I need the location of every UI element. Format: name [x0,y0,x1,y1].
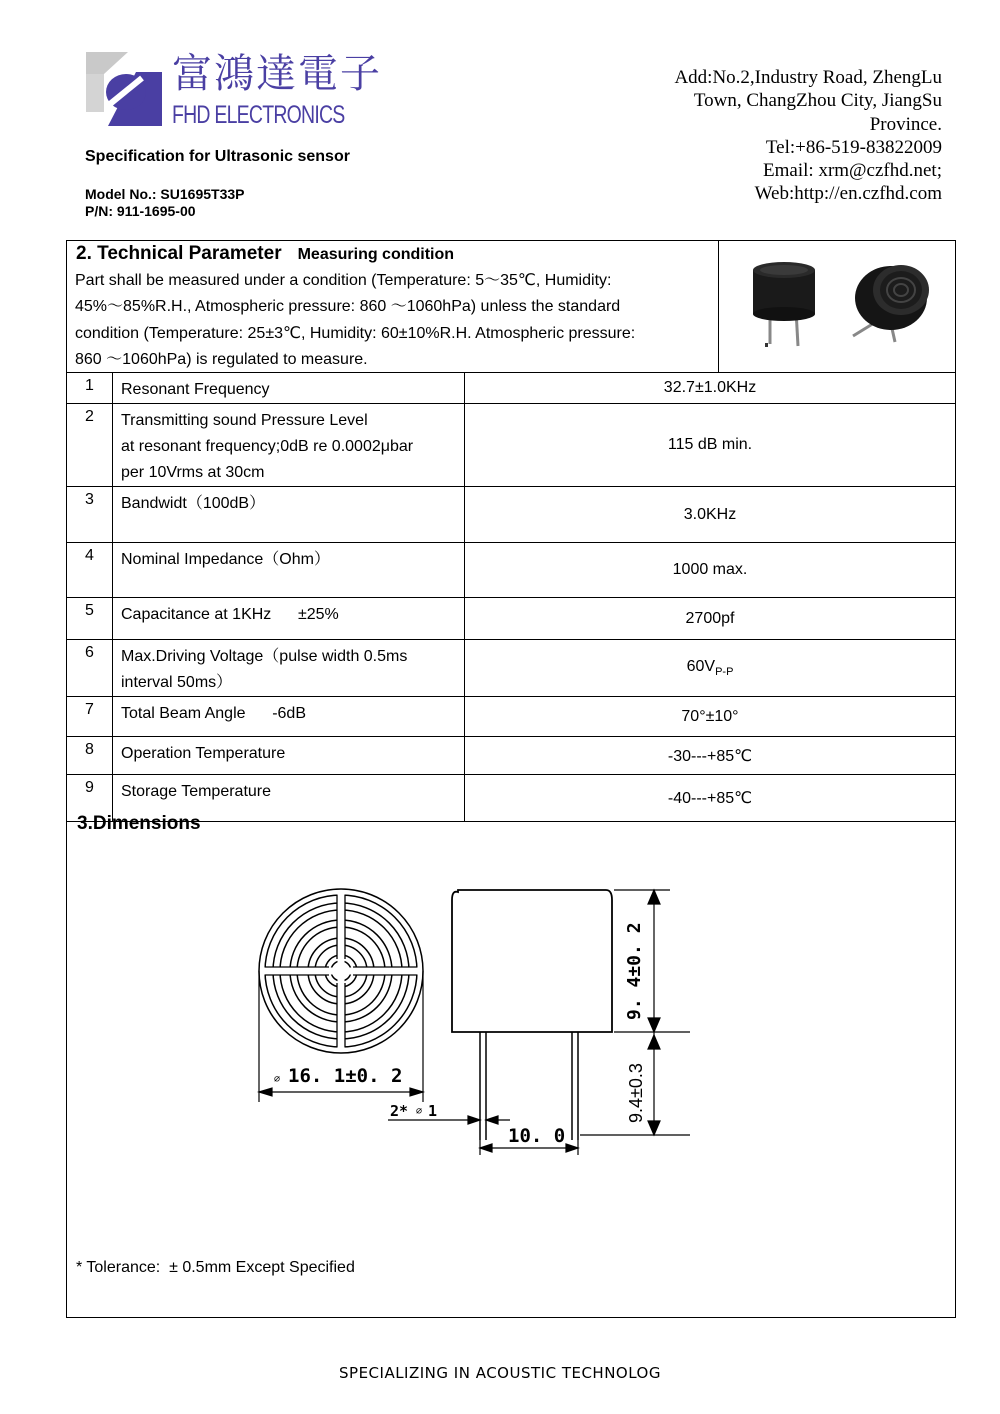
phone: Tel:+86-519-83822009 [765,136,942,158]
param-name: Operation Temperature [113,737,465,775]
pin-diameter-symbol-icon: ⌀ [416,1106,423,1117]
param-name: Bandwidt（100dB） [113,487,465,543]
parameter-table [66,372,956,822]
param-value: 2700pf [465,598,956,640]
param-value: 3.0KHz [465,487,956,543]
param-value: -30---+85℃ [465,737,956,775]
section2-heading [76,243,454,265]
value-subscript: P-P [715,666,734,679]
param-name: Storage Temperature [113,775,465,822]
row-number: 4 [67,543,113,598]
tolerance-note: * Tolerance: ± 0.5mm Except Specified [76,1259,355,1276]
dim-pitch: 10. 0 [508,1125,566,1147]
table-row [67,737,956,775]
section2-title: 2. Technical Parameter [76,243,282,264]
row-number: 8 [67,737,113,775]
company-name-chinese: 富鴻達電子 [172,51,382,97]
condition-line: Part shall be measured under a condition (Temperature: 5～35℃, Humidity: [75,272,612,289]
model-info [85,186,245,220]
table-row [67,487,956,543]
dim-pin-count: 2* [390,1102,409,1120]
param-name: Transmitting sound Pressure Level at resonant frequency;0dB re 0.0002μbar per 10Vrms at 30cm [113,404,465,487]
row-number: 3 [67,487,113,543]
address-line: Add:No.2,Industry Road, ZhengLu [674,67,942,88]
diameter-symbol-icon: ⌀ [274,1074,281,1085]
measuring-condition-text [75,268,715,374]
row-number: 6 [67,640,113,697]
company-logo-mark [84,52,166,130]
condition-line: 860 ～1060hPa) is regulated to measure. [75,351,368,369]
address-line: Province. [869,113,942,135]
address-line: Town, ChangZhou City, JiangSu [693,90,942,112]
table-row [67,598,956,640]
table-row [67,373,956,404]
dim-pin-diameter: 1 [428,1102,438,1120]
part-number: P/N: 911-1695-00 [85,203,196,219]
row-number: 5 [67,598,113,640]
table-row [67,697,956,737]
table-row [67,543,956,598]
param-value: 32.7±1.0KHz [465,373,956,404]
company-address [674,66,942,206]
website: Web:http://en.czfhd.com [754,183,942,205]
dim-height: 9. 4±0. 2 [624,922,645,1020]
email: Email: xrm@czfhd.net; [763,160,942,182]
dim-pin-length: 9.4±0.3 [626,1063,646,1123]
sensor-product-photo [719,240,955,372]
param-value: 115 dB min. [465,404,956,487]
condition-line: condition (Temperature: 25±3℃, Humidity: 60±10%R.H. Atmospheric pressure: [75,324,636,342]
param-value: -40---+85℃ [465,775,956,822]
section3-title: 3.Dimensions [77,813,201,834]
measuring-condition-label: Measuring condition [297,246,455,263]
row-number: 9 [67,775,113,822]
row-number: 1 [67,373,113,404]
table-row [67,404,956,487]
param-name: Max.Driving Voltage（pulse width 0.5ms interval 50ms） [113,640,465,697]
model-number: Model No.: SU1695T33P [85,186,245,202]
spec-title: Specification for Ultrasonic sensor [85,148,350,165]
param-value: $60V_{P-P}$ [465,640,956,697]
product-photo-cell [718,240,956,373]
param-value: 70°±10° [465,697,956,737]
row-number: 2 [67,404,113,487]
dimensions-drawing [240,870,710,1170]
row-number: 7 [67,697,113,737]
param-name: Nominal Impedance（Ohm） [113,543,465,598]
company-name-english: FHD ELECTRONICS [172,101,345,129]
param-name: Total Beam Angle -6dB [113,697,465,737]
param-value: 1000 max. [465,543,956,598]
dim-diameter: 16. 1±0. 2 [288,1065,403,1087]
param-name: Capacitance at 1KHz ±25% [113,598,465,640]
param-name: Resonant Frequency [113,373,465,404]
footer-slogan: SPECIALIZING IN ACOUSTIC TECHNOLOG [339,1364,661,1382]
condition-line: 45%～85%R.H., Atmospheric pressure: 860 ～1060hPa) unless the standard [75,298,621,316]
table-row [67,640,956,697]
